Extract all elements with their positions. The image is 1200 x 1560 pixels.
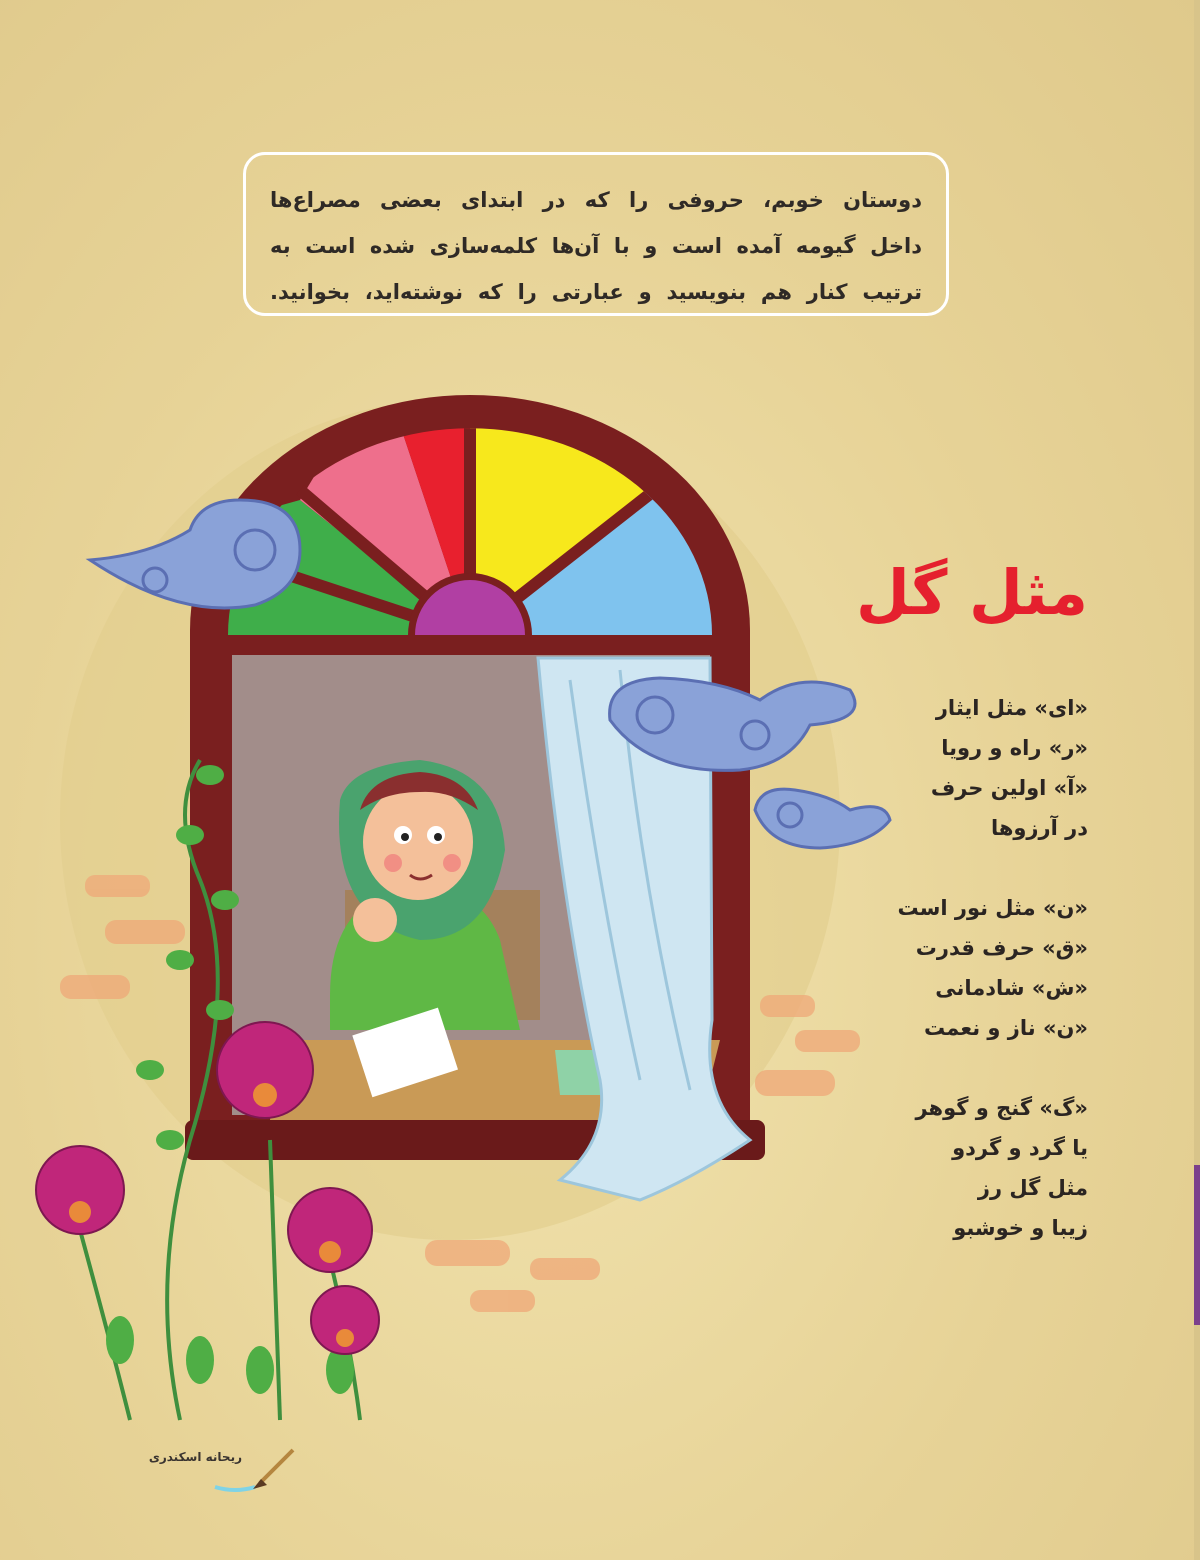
instruction-line-2: داخل گیومه آمده است و با آن‌ها کلمه‌سازی شده است به — [270, 234, 922, 258]
poem-title: مثل گل — [855, 556, 1088, 629]
poem-line: یا گرد و گردو — [952, 1136, 1088, 1160]
instruction-line-1: دوستان خوبم، حروفی را که در ابتدای بعضی مصراع‌ها — [270, 188, 922, 212]
page-edge — [1194, 0, 1200, 1560]
poem-stanza-2 — [788, 888, 1088, 1048]
poem-line: «ق» حرف قدرت — [915, 936, 1088, 960]
instruction-box — [243, 152, 949, 316]
illustrator-credit: ریحانه اسکندری — [148, 1450, 242, 1464]
poem-line: «ای» مثل ایثار — [935, 696, 1088, 720]
poem-line: مثل گل رز — [977, 1176, 1088, 1200]
poem-line: «ش» شادمانی — [935, 976, 1088, 1000]
paintbrush-icon — [205, 1445, 295, 1495]
instruction-line-3: ترتیب کنار هم بنویسید و عبارتی را که نوشته‌اید، بخوانید. — [270, 280, 922, 304]
page-edge-marker — [1194, 1165, 1200, 1325]
poem-line: «آ» اولین حرف — [930, 776, 1088, 800]
poem-line: «گ» گنج و گوهر — [915, 1096, 1088, 1120]
window-illustration — [0, 380, 900, 1440]
poem-stanza-3 — [788, 1088, 1088, 1248]
poem-line: زیبا و خوشبو — [953, 1216, 1088, 1240]
poem-stanza-1 — [788, 688, 1088, 848]
poem — [788, 688, 1088, 1288]
poem-line: در آرزوها — [990, 816, 1088, 840]
poem-line: «ر» راه و رویا — [941, 736, 1088, 760]
poem-line: «ن» ناز و نعمت — [924, 1016, 1088, 1040]
poem-line: «ن» مثل نور است — [897, 896, 1088, 920]
